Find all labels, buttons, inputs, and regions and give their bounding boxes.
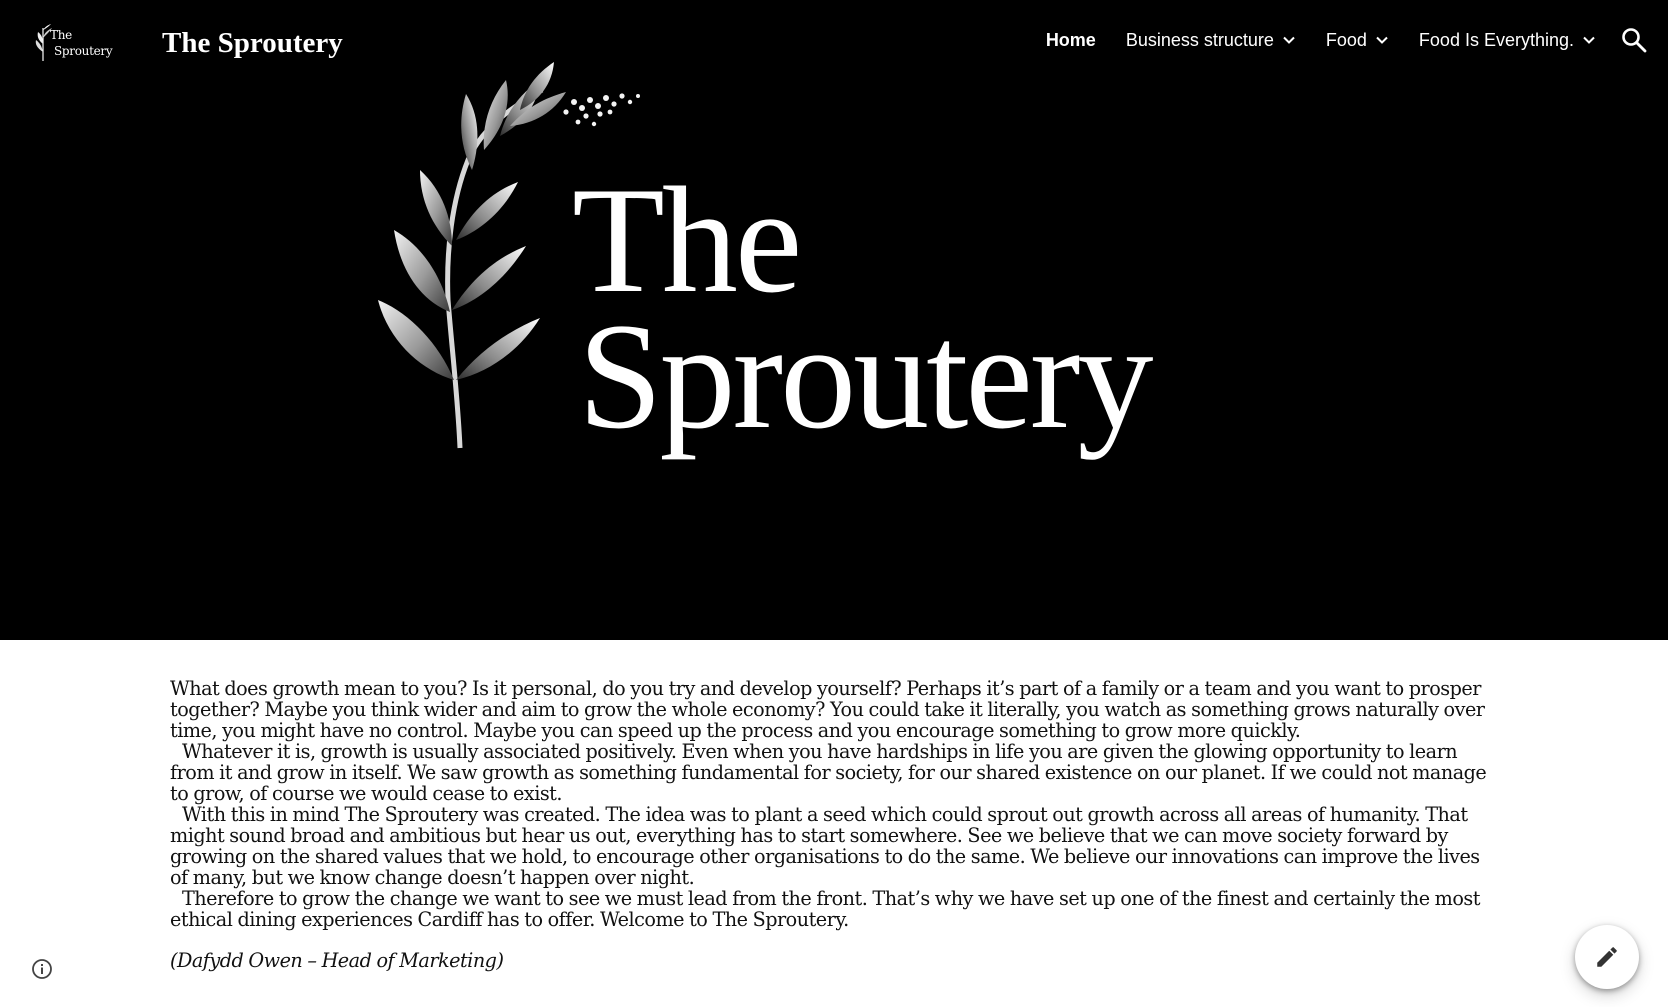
nav-item-label: Business structure bbox=[1125, 29, 1274, 50]
nav-item-food-is-everything[interactable] bbox=[1419, 30, 1596, 51]
paragraph-3: With this in mind The Sproutery was created. The idea was to plant a seed which could sprout out growth across all areas of humanity. That might sound broad and ambitious but hear us out, everything has to start somewhere. See we believe that we can move society forward by growing on the shared values that we hold, to encourage other organisations to do the same. We believe our innovations can improve the lives of many, but we know change doesn’t happen over night. bbox=[170, 803, 1480, 889]
site-logo[interactable] bbox=[32, 20, 116, 66]
logo-text-the: The bbox=[50, 28, 72, 42]
search-icon[interactable] bbox=[1620, 26, 1648, 54]
signature: (Dafydd Owen – Head of Marketing) bbox=[170, 949, 504, 972]
hero-title-line-2: Sproutery bbox=[578, 292, 1151, 460]
main-content bbox=[170, 678, 1500, 971]
chevron-down-icon[interactable] bbox=[1582, 33, 1596, 47]
nav-item-home[interactable] bbox=[1046, 30, 1096, 51]
paragraph-2: Whatever it is, growth is usually associated positively. Even when you have hardships in life you are given the glowing opportunity to learn from it and grow in itself. We saw growth as something fundamental for society, for our shared existence on our planet. If we could not manage to grow, of course we would cease to exist. bbox=[170, 740, 1487, 805]
chevron-down-icon[interactable] bbox=[1375, 33, 1389, 47]
info-icon[interactable] bbox=[30, 957, 54, 981]
nav-item-label: Food bbox=[1325, 29, 1367, 50]
hero-title-line-1: The bbox=[572, 156, 800, 324]
paragraph-1: What does growth mean to you? Is it personal, do you try and develop yourself? Perhaps it’s part of a family or a team and you want to prosper together? Maybe you think wider and aim to grow the whole economy? You could take it literally, you watch as something grows naturally over time, you might have no control. Maybe you can speed up the process and you encourage something to grow more quickly. bbox=[170, 677, 1485, 742]
paragraph-4: Therefore to grow the change we want to see we must lead from the front. That’s why we have set up one of the finest and certainly the most ethical dining experiences Cardiff has to offer. Welcome to The Sproutery. bbox=[170, 887, 1480, 931]
nav-item-label: Food Is Everything. bbox=[1418, 29, 1574, 50]
nav-item-business-structure[interactable] bbox=[1126, 30, 1296, 51]
site-brand[interactable] bbox=[32, 20, 343, 66]
site-title[interactable]: The Sproutery bbox=[162, 26, 343, 59]
nav-item-food[interactable] bbox=[1326, 30, 1389, 51]
edit-button[interactable] bbox=[1575, 925, 1639, 989]
logo-text-sproutery: Sproutery bbox=[54, 44, 113, 58]
nav-item-label: Home bbox=[1045, 29, 1096, 50]
pencil-icon bbox=[1594, 944, 1620, 970]
main-nav bbox=[1016, 26, 1648, 54]
chevron-down-icon[interactable] bbox=[1282, 33, 1296, 47]
